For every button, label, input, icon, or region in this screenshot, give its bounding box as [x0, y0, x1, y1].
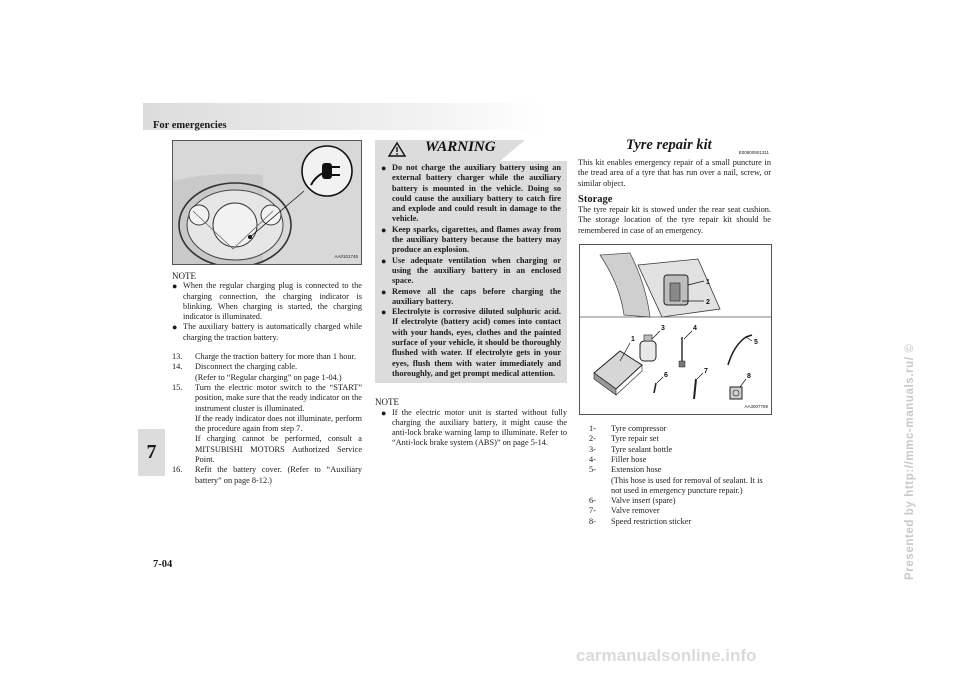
list-item: 4- Filler hose — [589, 454, 647, 464]
bullet-icon: ● — [381, 286, 387, 297]
warning-item: ● Electrolyte is corrosive diluted sulphuric acid. If electrolyte (battery acid) comes into contact with your hands, eyes, clothes and the painted surface of your vehicle, it should be thoroughly flushed with water. If electrolyte gets in your eyes, flush them with water immediately and thoroughly, and get prompt medical attention. — [381, 307, 561, 378]
note-heading: NOTE — [172, 271, 196, 281]
list-item: 3- Tyre sealant bottle — [589, 444, 673, 454]
bullet-icon: ● — [381, 163, 387, 173]
section-code: E00800901311 — [738, 150, 769, 155]
note-item: ● When the regular charging plug is connected to the charging connection, the charging indicator is blinking. When charging is started, the charging indicator is illuminated. — [172, 281, 362, 322]
warning-header — [375, 140, 567, 161]
callout-label: 1 — [706, 279, 710, 287]
bullet-icon: ● — [381, 407, 387, 418]
callout-label: 6 — [664, 372, 668, 380]
callout-label: 4 — [693, 325, 697, 333]
instrument-cluster-figure — [172, 140, 362, 265]
callout-label: 3 — [661, 325, 665, 333]
list-item: 6- Valve insert (spare) — [589, 496, 676, 506]
section-title: Tyre repair kit — [626, 137, 712, 153]
step-item: 16. Refit the battery cover. (Refer to “Auxiliary battery” on page 8-12.) — [172, 465, 362, 485]
bullet-icon: ● — [172, 281, 178, 292]
list-item: 7- Valve remover — [589, 506, 660, 516]
warning-item: ● Do not charge the auxiliary battery using an external battery charger while the auxiliary battery is mounted in the vehicle. Doing so could cause the auxiliary battery to catch fire and explode and could result in damage to the vehicle. — [381, 163, 561, 224]
bullet-icon: ● — [172, 322, 178, 333]
bullet-icon: ● — [381, 255, 387, 266]
step-item: 13. Charge the traction battery for more than 1 hour. — [172, 352, 356, 362]
left-column — [172, 140, 362, 486]
instrument-cluster-illustration — [173, 141, 361, 264]
note-heading: NOTE — [375, 397, 399, 408]
note-item: ● The auxiliary battery is automatically charged while charging the traction battery. — [172, 322, 362, 342]
callout-label: 1 — [631, 336, 635, 344]
parts-list — [578, 424, 771, 527]
bullet-icon: ● — [381, 224, 387, 235]
page-number: 7-04 — [153, 559, 173, 570]
figure-code: AA0101745 — [334, 253, 358, 259]
side-watermark: Presented by http://mmc-manuals.ru/ © — [904, 343, 916, 580]
storage-text: The tyre repair kit is stowed under the rear seat cushion. The storage location of the tyre repair kit should be remembered in case of an emergency. — [578, 205, 771, 235]
callout-label: 2 — [706, 299, 710, 307]
header-title: For emergencies — [153, 120, 227, 131]
step-item: 15. Turn the electric motor switch to the “START” position, make sure that the ready indicator on the instrument cluster is illuminated. If the ready indicator does not illuminate, perform the procedure again from step 7. If charging cannot be performed, consult a MITSUBISHI MOTORS Authorized Service Point. — [172, 382, 362, 465]
list-item: 1- Tyre compressor — [589, 424, 667, 434]
section-title-row — [578, 137, 771, 158]
list-item: 2- Tyre repair set — [589, 434, 659, 444]
tyre-repair-kit-illustration — [580, 245, 771, 414]
warning-box — [375, 140, 567, 383]
warning-body — [375, 161, 567, 379]
intro-text: This kit enables emergency repair of a small puncture in the tread area of a tyre that has run over a nail, screw, or similar object. — [578, 158, 771, 188]
chapter-tab: 7 — [138, 429, 165, 476]
warning-item: ● Keep sparks, cigarettes, and flames away from the auxiliary battery because the battery may produce an explosion. — [381, 224, 561, 255]
note-item: ● If the electric motor unit is started without fully charging the auxiliary battery, it might cause the anti-lock brake warning lamp to illuminate. Refer to “Anti-lock brake system (ABS)” on page 5-14. — [381, 407, 567, 448]
tyre-repair-kit-figure — [579, 244, 772, 415]
step-item: 14. Disconnect the charging cable. (Refer to “Regular charging” on page 1-04.) — [172, 362, 342, 382]
footer-watermark: carmanualsonline.info — [576, 646, 757, 665]
callout-label: 8 — [747, 373, 751, 381]
figure-code: AA3007789 — [744, 403, 768, 409]
callout-label: 5 — [754, 339, 758, 347]
list-item: 8- Speed restriction sticker — [589, 516, 692, 526]
middle-column — [375, 140, 567, 449]
warning-item: ● Remove all the caps before charging the auxiliary battery. — [381, 286, 561, 306]
warning-item: ● Use adequate ventilation when charging or using the auxiliary battery in an enclosed space. — [381, 255, 561, 286]
procedure-steps — [172, 352, 362, 486]
callout-label: 7 — [704, 368, 708, 376]
warning-title: WARNING — [425, 139, 496, 155]
storage-heading: Storage — [578, 193, 613, 205]
bullet-icon: ● — [381, 307, 387, 318]
list-item: 5- Extension hose (This hose is used for removal of sealant. It is not used in emergency puncture repair.) — [589, 465, 763, 495]
right-column — [578, 137, 771, 527]
